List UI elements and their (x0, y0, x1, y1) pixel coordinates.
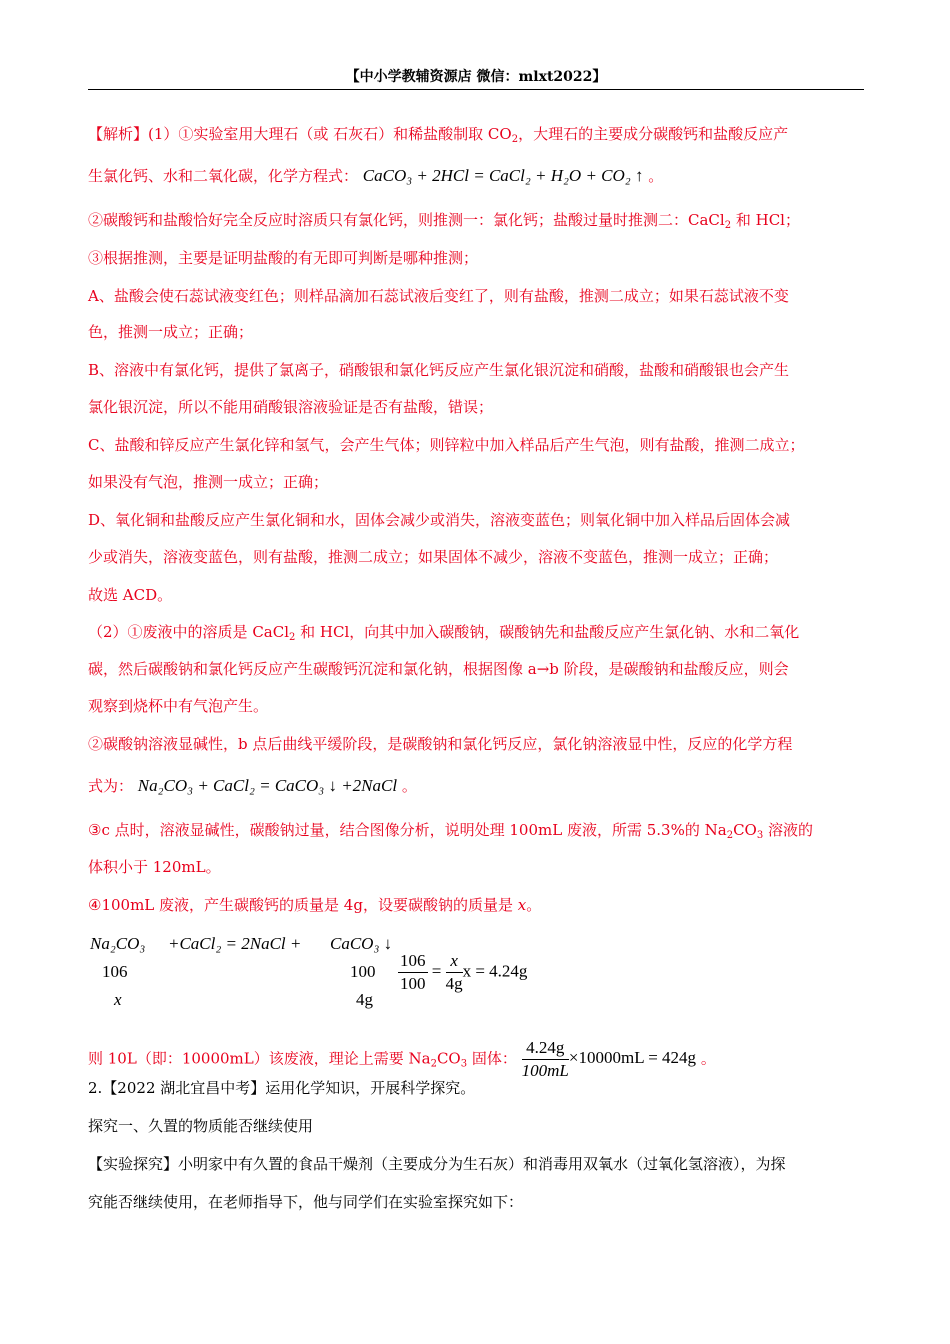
analysis-line-19: ③c 点时，溶液显碱性，碳酸钠过量，结合图像分析，说明处理 100mL 废液，所需 5.3%的 $Na_2CO_3$ 溶液的 (88, 821, 813, 841)
analysis-line-11: D、氧化铜和盐酸反应产生氯化铜和水，固体会减少或消失，溶液变蓝色；则氧化铜中加入样品后固体会减 (88, 511, 791, 529)
analysis-line-2: 生氯化钙、水和二氧化碳，化学方程式： CaCO₃ + 2HCl = CaCl₂ + H₂O + CO₂ ↑ 。 (88, 166, 664, 185)
analysis-line-4: ③根据推测，主要是证明盐酸的有无即可判断是哪种推测； (88, 249, 479, 267)
analysis-line-17: ②碳酸钠溶液显碱性，b 点后曲线平缓阶段，是碳酸钠和氯化钙反应，氯化钠溶液显中性，反应的化学方程 (88, 735, 793, 753)
calc-mass-2: 100 (350, 962, 376, 981)
analysis-line-15: 碳，然后碳酸钠和氯化钙反应产生碳酸钙沉淀和氯化钠，根据图像 a→b 阶段，是碳酸钠和盐酸反应，则会 (88, 660, 789, 678)
analysis-line-23: 则 10L（即：10000mL）该废液，理论上需要 $Na_2CO_3$ 固体： $\frac{4.24g}{100mL}$ ×10000mL = 424g 。 (88, 1038, 716, 1080)
question-2-para-1: 【实验探究】小明家中有久置的食品干燥剂（主要成分为生石灰）和消毒用双氧水（过氧化氢溶液），为探 (88, 1155, 786, 1173)
page-header: 【中小学教辅资源店 微信：mlxt2022】 (345, 69, 607, 85)
equation-2: Na₂CO₃ + CaCl₂ = CaCO₃ ↓ +2NaCl (137, 776, 398, 795)
calc-mass-1: 106 (102, 962, 128, 981)
fraction-b: $\frac{x}{4g}$ (445, 951, 463, 993)
calc-var-4g: 4g (356, 990, 373, 1009)
fraction-c: $\frac{4.24g}{100mL}$ (521, 1038, 569, 1080)
analysis-line-1: 【解析】(1）①实验室用大理石（或 石灰石）和稀盐酸制取 $CO_2$，大理石的主要成分碳酸钙和盐酸反应产 (88, 125, 789, 145)
analysis-line-7: B、溶液中有氯化钙，提供了氯离子，硝酸银和氯化钙反应产生氯化银沉淀和硝酸，盐酸和硝酸银也会产生 (88, 361, 790, 379)
analysis-line-6: 色，推测一成立；正确； (88, 323, 254, 341)
calc-var-x: x (114, 990, 122, 1009)
analysis-line-13: 故选 ACD。 (88, 586, 173, 604)
calc-reactant: Na₂CO₃ (90, 934, 146, 953)
analysis-line-5: A、盐酸会使石蕊试液变红色；则样品滴加石蕊试液后变红了，则有盐酸，推测二成立；如果石蕊试液不变 (88, 287, 789, 305)
header-rule (88, 89, 864, 90)
analysis-line-8: 氯化银沉淀，所以不能用硝酸银溶液验证是否有盐酸，错误； (88, 398, 494, 416)
analysis-line-20: 体积小于 120mL。 (88, 858, 221, 876)
question-2-subtitle: 探究一、久置的物质能否继续使用 (88, 1117, 314, 1135)
analysis-line-16: 观察到烧杯中有气泡产生。 (88, 697, 269, 715)
calc-middle: +CaCl₂ = 2NaCl + (168, 934, 302, 953)
fraction-a: $\frac{106}{100}$ (400, 951, 426, 993)
equation-1: CaCO₃ + 2HCl = CaCl₂ + H₂O + CO₂ ↑ (362, 166, 644, 185)
analysis-line-12: 少或消失，溶液变蓝色，则有盐酸，推测二成立；如果固体不减少，溶液不变蓝色，推测一成立；正确； (88, 548, 779, 566)
analysis-line-9: C、盐酸和锌反应产生氯化锌和氢气，会产生气体；则锌粒中加入样品后产生气泡，则有盐酸，推测二成立； (88, 436, 805, 454)
analysis-line-18: 式为： Na₂CO₃ + CaCl₂ = CaCO₃ ↓ +2NaCl 。 (88, 776, 417, 795)
calc-result: x = 4.24g (462, 961, 528, 981)
analysis-line-21: ④100mL 废液，产生碳酸钙的质量是 4g，设要碳酸钠的质量是 x。 (88, 896, 542, 914)
analysis-line-10: 如果没有气泡，推测一成立；正确； (88, 473, 329, 491)
calc-product: CaCO₃ ↓ (330, 934, 393, 953)
analysis-line-14: （2）①废液中的溶质是 CaCl$_2$ 和 HCl，向其中加入碳酸钠，碳酸钠先和盐酸反应产生氯化钠、水和二氧化 (88, 623, 800, 643)
question-2-para-2: 究能否继续使用，在老师指导下，他与同学们在实验室探究如下： (88, 1193, 524, 1211)
calc-ratio: $\frac{106}{100}$ = $\frac{x}{4g}$ x = 4.24g (400, 951, 528, 993)
question-2-title: 2.【2022 湖北宜昌中考】运用化学知识，开展科学探究。 (88, 1079, 476, 1097)
analysis-line-3: ②碳酸钙和盐酸恰好完全反应时溶质只有氯化钙，则推测一：氯化钙；盐酸过量时推测二：CaCl$_2$ 和 HCl； (88, 211, 800, 231)
